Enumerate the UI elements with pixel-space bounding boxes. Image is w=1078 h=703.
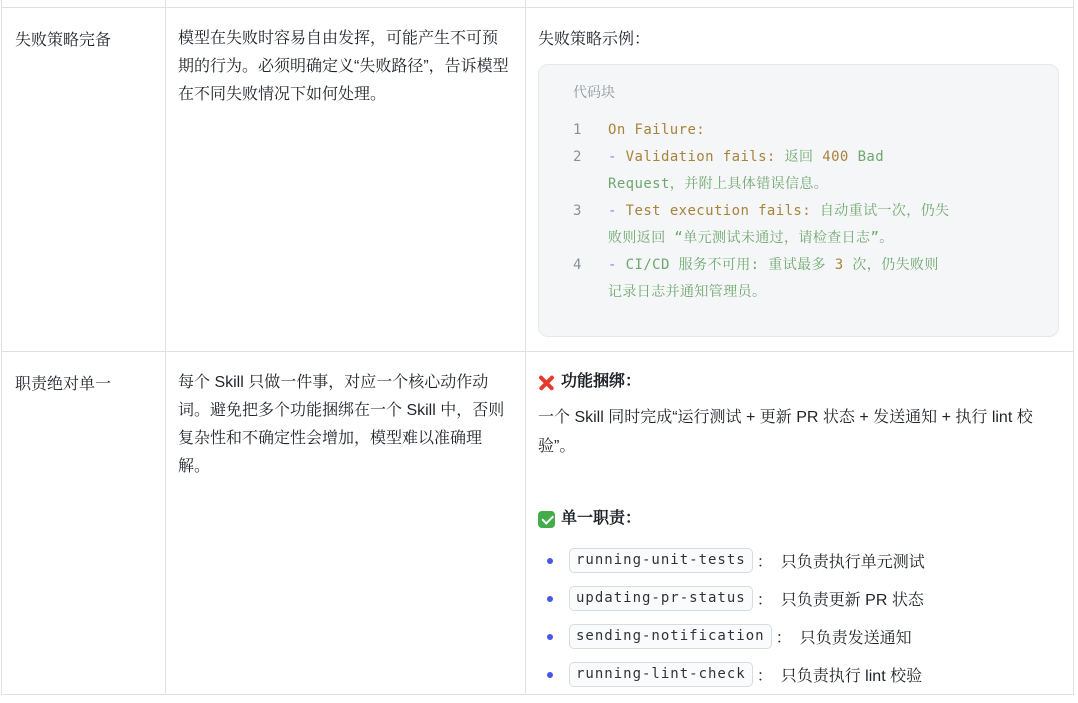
- list-item: [538, 624, 1059, 649]
- code-segment: -: [608, 257, 617, 273]
- code-line: [573, 252, 1040, 279]
- code-segment: -: [608, 203, 617, 219]
- code-segment: 返回: [775, 149, 823, 165]
- code-line-content: [608, 225, 894, 252]
- code-segment: 3: [834, 257, 844, 273]
- code-line-content: [608, 144, 884, 171]
- code-segment: 记录日志并通知管理员。: [608, 284, 767, 300]
- item-description: 只负责执行 lint 校验: [780, 668, 923, 685]
- bullet-icon: [547, 672, 553, 678]
- code-segment: On Failure:: [608, 122, 706, 138]
- list-item: [538, 662, 1059, 687]
- code-segment: 400: [822, 149, 849, 165]
- line-number: [573, 171, 608, 198]
- responsibility-list: [538, 548, 1059, 687]
- table-row-partial: [2, 0, 1073, 8]
- check-mark-icon: [538, 511, 555, 528]
- principle-description-text: 每个 Skill 只做一件事，对应一个核心动作动词。避免把多个功能捆绑在一个 Skill 中，否则复杂性和不确定性会增加，模型难以准确理解。: [178, 374, 505, 475]
- inline-code: updating-pr-status: [569, 586, 753, 611]
- good-heading-text: 单一职责：: [561, 510, 642, 527]
- code-segment: Validation fails:: [616, 149, 776, 165]
- bad-heading-text: 功能捆绑：: [561, 373, 642, 390]
- separator: ：: [756, 554, 773, 571]
- separator: ：: [756, 668, 773, 685]
- code-line: [573, 144, 1040, 171]
- line-number: 2: [573, 149, 582, 165]
- list-item: [538, 586, 1059, 611]
- principle-name-text: 失败策略完备: [15, 32, 112, 49]
- code-line-content: [608, 171, 828, 198]
- principle-description-text: 模型在失败时容易自由发挥，可能产生不可预期的行为。必须明确定义“失败路径”，告诉模型在不同失败情况下如何处理。: [178, 30, 509, 103]
- inline-code: running-lint-check: [569, 662, 753, 687]
- cell-principle-description[interactable]: [166, 8, 526, 352]
- table-row-failure-strategy: [2, 8, 1073, 352]
- code-segment: CI/CD 服务不可用: 重试最多: [616, 257, 835, 273]
- separator: ：: [756, 592, 773, 609]
- inline-code: running-unit-tests: [569, 548, 753, 573]
- partial-cell: [2, 0, 166, 8]
- code-line: [573, 198, 1040, 225]
- line-number: 1: [573, 122, 582, 138]
- code-line-content: [608, 252, 939, 279]
- separator: ：: [775, 630, 792, 647]
- principle-name-text: 职责绝对单一: [15, 376, 112, 393]
- partial-cell: [166, 0, 526, 8]
- code-segment: 自动重试一次，仍失: [811, 203, 950, 219]
- bullet-icon: [547, 634, 553, 640]
- item-description: 只负责发送通知: [799, 630, 912, 647]
- cell-principle-name[interactable]: [2, 8, 166, 352]
- bullet-icon: [547, 558, 553, 564]
- example-heading: 失败策略示例：: [538, 31, 651, 48]
- code-segment: 败则返回 “单元测试未通过，请检查日志”。: [608, 230, 894, 246]
- code-line-content: [608, 198, 950, 225]
- line-number: 3: [573, 203, 582, 219]
- good-example-heading: [538, 507, 1059, 531]
- cell-principle-name[interactable]: [2, 352, 166, 695]
- code-line-content: [608, 117, 705, 144]
- item-description: 只负责执行单元测试: [780, 554, 925, 571]
- bad-example-text: 一个 Skill 同时完成“运行测试 + 更新 PR 状态 + 发送通知 + 执行 lint 校验”。: [538, 409, 1033, 455]
- table-row-single-responsibility: [2, 352, 1073, 695]
- line-number: [573, 225, 608, 252]
- code-segment: Test execution fails:: [616, 203, 812, 219]
- inline-code: sending-notification: [569, 624, 772, 649]
- list-item: [538, 548, 1059, 573]
- doc-table: [1, 0, 1074, 695]
- code-line: [573, 117, 1040, 144]
- code-lines: [573, 117, 1040, 306]
- code-block-label: 代码块: [573, 84, 615, 100]
- bad-example-heading: [538, 370, 1059, 394]
- cell-principle-example[interactable]: [526, 8, 1073, 352]
- cell-principle-example[interactable]: [526, 352, 1073, 695]
- code-segment: Bad: [848, 149, 885, 165]
- code-line-content: [608, 279, 766, 306]
- partial-cell: [526, 0, 1073, 8]
- code-block[interactable]: [538, 64, 1059, 337]
- cell-principle-description[interactable]: [166, 352, 526, 695]
- item-description: 只负责更新 PR 状态: [780, 592, 924, 609]
- line-number: [573, 279, 608, 306]
- code-segment: -: [608, 149, 617, 165]
- code-line: [573, 279, 1040, 306]
- code-line: [573, 171, 1040, 198]
- code-segment: Request，并附上具体错误信息。: [608, 176, 829, 192]
- code-segment: 次，仍失败则: [843, 257, 939, 273]
- code-line: [573, 225, 1040, 252]
- line-number: 4: [573, 257, 582, 273]
- bullet-icon: [547, 596, 553, 602]
- cross-mark-icon: [538, 374, 555, 391]
